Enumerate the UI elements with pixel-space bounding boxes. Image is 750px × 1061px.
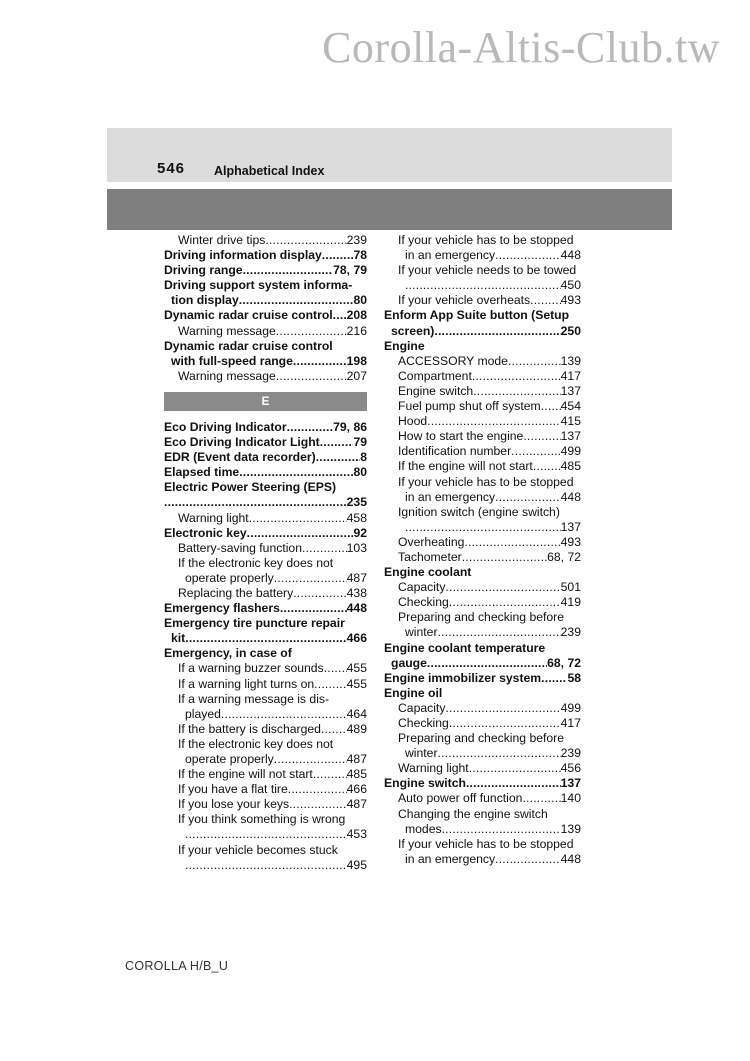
index-entry-page: 495 bbox=[346, 857, 367, 872]
index-entry-term: If your vehicle becomes stuck bbox=[178, 842, 338, 857]
dot-leader bbox=[541, 671, 567, 686]
dot-leader bbox=[313, 767, 347, 782]
index-entry-page: 68, 72 bbox=[547, 655, 581, 670]
index-entry-page: 485 bbox=[560, 459, 581, 474]
index-entry-page: 499 bbox=[560, 444, 581, 459]
index-entry bbox=[384, 293, 581, 308]
index-entry bbox=[384, 384, 581, 399]
dot-leader bbox=[449, 716, 561, 731]
index-entry-page: 438 bbox=[346, 585, 367, 600]
index-entry-term: If your vehicle needs to be towed bbox=[398, 263, 577, 278]
index-entry bbox=[164, 601, 367, 616]
index-entry-term: with full-speed range bbox=[171, 353, 293, 368]
index-entry bbox=[164, 420, 367, 435]
index-entry-page: 208 bbox=[346, 308, 367, 323]
index-entry-page: 448 bbox=[560, 851, 581, 866]
index-entry bbox=[384, 233, 581, 248]
index-entry bbox=[384, 339, 581, 354]
dot-leader bbox=[239, 465, 353, 480]
index-entry-page: 79, 86 bbox=[333, 419, 367, 434]
index-entry-term: Compartment bbox=[398, 368, 472, 383]
index-entry bbox=[384, 807, 581, 822]
dot-leader bbox=[445, 701, 560, 716]
dot-leader bbox=[541, 399, 561, 414]
dot-leader bbox=[274, 752, 347, 767]
index-group-e bbox=[164, 420, 367, 873]
dot-leader bbox=[324, 661, 347, 676]
index-entry-page: 417 bbox=[560, 716, 581, 730]
index-entry-term: Engine oil bbox=[384, 685, 443, 700]
index-entry bbox=[164, 616, 367, 631]
dot-leader bbox=[466, 776, 561, 791]
index-entry-page: 139 bbox=[560, 821, 581, 836]
index-entry bbox=[164, 293, 367, 308]
dot-leader bbox=[445, 580, 560, 595]
index-entry-page: 489 bbox=[346, 721, 367, 736]
dot-leader bbox=[221, 707, 347, 722]
index-entry-term: If the electronic key does not bbox=[178, 555, 334, 570]
index-entry bbox=[384, 278, 581, 293]
index-entry-term: Dynamic radar cruise control bbox=[164, 338, 333, 353]
index-entry-term: If you think something is wrong bbox=[178, 812, 346, 827]
index-entry-term: Warning light bbox=[398, 761, 469, 776]
index-entry bbox=[164, 465, 367, 480]
index-entry-term: Engine switch bbox=[398, 383, 474, 398]
index-entry bbox=[164, 571, 367, 586]
index-entry-term: If your vehicle has to be stopped bbox=[398, 836, 574, 851]
dot-leader bbox=[442, 822, 561, 837]
index-entry-term: winter bbox=[405, 746, 438, 761]
index-column-left bbox=[164, 233, 367, 873]
index-entry bbox=[384, 610, 581, 625]
dot-leader bbox=[320, 435, 354, 450]
index-entry-term: Checking bbox=[398, 595, 449, 610]
index-entry-page: 137 bbox=[560, 429, 581, 444]
index-entry-page: 466 bbox=[346, 782, 367, 797]
index-entry-term: Capacity bbox=[398, 580, 446, 595]
index-entry bbox=[164, 631, 367, 646]
index-entry bbox=[164, 858, 367, 873]
index-entry bbox=[384, 595, 581, 610]
index-entry bbox=[164, 827, 367, 842]
index-entry-page: 448 bbox=[560, 248, 581, 263]
index-entry-page: 103 bbox=[346, 540, 367, 555]
index-entry-page: 58 bbox=[567, 670, 581, 685]
dot-leader bbox=[464, 535, 560, 550]
index-entry bbox=[384, 414, 581, 429]
index-entry-term: Fuel pump shut off system bbox=[398, 399, 541, 414]
footer-model: COROLLA H/B_U bbox=[125, 959, 229, 973]
index-entry bbox=[384, 791, 581, 806]
index-entry-term: Warning message bbox=[178, 368, 276, 383]
index-entry-term: Eco Driving Indicator Light bbox=[164, 435, 320, 450]
index-entry-page: 493 bbox=[560, 293, 581, 308]
index-entry-term: If the engine will not start bbox=[398, 459, 533, 474]
index-entry-page: 235 bbox=[346, 495, 367, 510]
index-entry-term: Engine switch bbox=[384, 776, 466, 791]
index-entry-term: If the electronic key does not bbox=[178, 736, 334, 751]
dot-leader bbox=[287, 420, 334, 435]
index-entry-page: 485 bbox=[346, 767, 367, 782]
dot-leader bbox=[449, 595, 561, 610]
dot-leader bbox=[533, 459, 561, 474]
dot-leader bbox=[276, 324, 347, 339]
index-entry-term: in an emergency bbox=[405, 851, 496, 866]
index-entry-page: 78, 79 bbox=[333, 263, 367, 278]
index-entry-page: 80 bbox=[353, 293, 367, 308]
index-entry-term: Electronic key bbox=[164, 525, 247, 540]
section-title: Alphabetical Index bbox=[214, 164, 325, 178]
index-entry-term: Dynamic radar cruise control bbox=[164, 308, 333, 323]
dot-leader bbox=[495, 852, 561, 867]
index-entry-term: EDR (Event data recorder) bbox=[164, 450, 316, 465]
index-entry bbox=[164, 278, 367, 293]
index-entry-page: 448 bbox=[560, 489, 581, 504]
index-entry-page: 466 bbox=[346, 631, 367, 646]
index-entry bbox=[384, 837, 581, 852]
index-entry-term: Engine coolant bbox=[384, 565, 472, 580]
dot-leader bbox=[280, 601, 347, 616]
dot-leader bbox=[289, 797, 347, 812]
dot-leader bbox=[316, 450, 361, 465]
index-entry-page: 419 bbox=[560, 595, 581, 610]
dot-leader bbox=[405, 278, 561, 293]
dot-leader bbox=[164, 495, 347, 510]
index-entry-term: Emergency flashers bbox=[164, 601, 280, 616]
index-entry bbox=[384, 686, 581, 701]
index-entry bbox=[384, 641, 581, 656]
index-entry-page: 455 bbox=[346, 676, 367, 691]
dot-leader bbox=[314, 677, 346, 692]
index-entry-term: Preparing and checking before bbox=[398, 731, 564, 746]
dot-leader bbox=[530, 293, 561, 308]
index-entry-page: 487 bbox=[346, 797, 367, 812]
index-entry bbox=[164, 812, 367, 827]
index-entry-page: 448 bbox=[346, 601, 367, 616]
index-entry bbox=[384, 399, 581, 414]
index-entry-page: 80 bbox=[353, 465, 367, 480]
index-entry bbox=[164, 782, 367, 797]
index-entry-term: Hood bbox=[398, 414, 428, 429]
dot-leader bbox=[185, 827, 347, 842]
index-entry-page: 137 bbox=[560, 383, 581, 398]
dot-leader bbox=[508, 354, 561, 369]
dot-leader bbox=[265, 233, 346, 248]
index-entry-term: in an emergency bbox=[405, 489, 496, 504]
dot-leader bbox=[427, 414, 561, 429]
index-entry-page: 417 bbox=[560, 368, 581, 383]
index-entry-term: Checking bbox=[398, 716, 449, 730]
index-entry bbox=[384, 354, 581, 369]
index-entry bbox=[164, 797, 367, 812]
index-entry bbox=[384, 520, 581, 535]
dot-leader bbox=[276, 369, 347, 384]
index-entry-page: 79 bbox=[353, 435, 367, 450]
index-entry bbox=[164, 646, 367, 661]
index-entry-page: 250 bbox=[560, 323, 581, 338]
index-entry-term: If a warning buzzer sounds bbox=[178, 661, 324, 676]
index-entry-page: 139 bbox=[560, 353, 581, 368]
index-entry-page: 458 bbox=[346, 510, 367, 525]
index-entry-term: winter bbox=[405, 625, 438, 640]
dot-leader bbox=[511, 444, 561, 459]
dot-leader bbox=[243, 263, 334, 278]
index-entry-term: Driving range bbox=[164, 263, 243, 278]
index-entry bbox=[384, 263, 581, 278]
index-entry bbox=[164, 233, 367, 248]
dot-leader bbox=[274, 571, 347, 586]
index-entry bbox=[164, 354, 367, 369]
index-entry-term: How to start the engine bbox=[398, 429, 524, 444]
index-entry-page: 8 bbox=[360, 450, 367, 465]
index-entry-page: 454 bbox=[560, 399, 581, 414]
dot-leader bbox=[302, 541, 347, 556]
index-entry-term: Tachometer bbox=[398, 549, 462, 564]
index-entry-term: Auto power off function bbox=[398, 791, 523, 806]
index-entry-term: Warning light bbox=[178, 510, 249, 525]
index-entry-page: 140 bbox=[560, 791, 581, 806]
watermark: Corolla-Altis-Club.tw bbox=[322, 23, 720, 72]
index-entry bbox=[164, 767, 367, 782]
index-entry-term: Warning message bbox=[178, 323, 276, 338]
dot-leader bbox=[405, 520, 561, 535]
index-entry-term: If you have a flat tire bbox=[178, 782, 288, 797]
dot-leader bbox=[249, 511, 347, 526]
index-entry-term: If your vehicle has to be stopped bbox=[398, 474, 574, 489]
dot-leader bbox=[438, 625, 561, 640]
index-entry-term: Ignition switch (engine switch) bbox=[398, 504, 560, 519]
index-entry bbox=[384, 701, 581, 716]
index-entry bbox=[164, 677, 367, 692]
index-entry bbox=[164, 586, 367, 601]
index-entry bbox=[384, 444, 581, 459]
index-entry-term: Changing the engine switch bbox=[398, 806, 548, 821]
index-entry bbox=[384, 656, 581, 671]
dot-leader bbox=[247, 526, 354, 541]
index-entry bbox=[384, 761, 581, 776]
index-entry-term: in an emergency bbox=[405, 248, 496, 263]
index-entry bbox=[164, 339, 367, 354]
index-entry-term: Preparing and checking before bbox=[398, 610, 564, 625]
index-entry-term: Electric Power Steering (EPS) bbox=[164, 480, 337, 495]
index-entry-term: Enform App Suite button (Setup bbox=[384, 308, 570, 323]
index-entry-page: 453 bbox=[346, 827, 367, 842]
index-entry-term: If a warning message is dis- bbox=[178, 691, 330, 706]
index-entry bbox=[164, 526, 367, 541]
index-entry-page: 78 bbox=[353, 248, 367, 263]
index-entry bbox=[164, 369, 367, 384]
index-entry bbox=[164, 752, 367, 767]
index-entry-term: If a warning light turns on bbox=[178, 676, 315, 691]
index-entry-term: Eco Driving Indicator bbox=[164, 419, 287, 434]
index-entry-page: 415 bbox=[560, 414, 581, 429]
index-entry bbox=[164, 495, 367, 510]
index-entry bbox=[384, 490, 581, 505]
index-entry-term: modes bbox=[405, 821, 442, 836]
index-entry bbox=[384, 565, 581, 580]
index-entry bbox=[384, 822, 581, 837]
index-entry-term: Capacity bbox=[398, 700, 446, 715]
dot-leader bbox=[438, 746, 561, 761]
dot-leader bbox=[473, 384, 560, 399]
index-entry-term: Identification number bbox=[398, 444, 512, 459]
index-entry bbox=[164, 308, 367, 323]
index-entry bbox=[384, 776, 581, 791]
dot-leader bbox=[427, 656, 547, 671]
index-entry bbox=[384, 731, 581, 746]
index-entry bbox=[164, 556, 367, 571]
index-entry-term: Driving information display bbox=[164, 248, 322, 263]
page-header bbox=[107, 128, 672, 182]
index-entry-term: If your vehicle has to be stopped bbox=[398, 233, 574, 247]
index-entry bbox=[384, 248, 581, 263]
index-entry-page: 455 bbox=[346, 661, 367, 676]
index-entry bbox=[384, 550, 581, 565]
index-group-d bbox=[164, 233, 367, 384]
index-entry bbox=[164, 450, 367, 465]
index-entry-term: Driving support system informa- bbox=[164, 278, 353, 293]
index-entry-page: 239 bbox=[560, 746, 581, 761]
index-entry-term: operate properly bbox=[185, 570, 274, 585]
index-entry-page: 450 bbox=[560, 278, 581, 293]
index-entry-page: 493 bbox=[560, 534, 581, 549]
index-entry bbox=[164, 843, 367, 858]
index-entry bbox=[164, 435, 367, 450]
index-entry-term: kit bbox=[171, 631, 186, 646]
index-entry bbox=[384, 746, 581, 761]
dot-leader bbox=[321, 722, 347, 737]
index-entry bbox=[164, 324, 367, 339]
index-entry bbox=[164, 263, 367, 278]
index-entry-term: Engine immobilizer system bbox=[384, 670, 542, 685]
index-entry-term: Battery-saving function bbox=[178, 540, 302, 555]
index-entry bbox=[384, 459, 581, 474]
dot-leader bbox=[495, 490, 561, 505]
index-entry bbox=[164, 480, 367, 495]
index-entry bbox=[164, 661, 367, 676]
index-entry bbox=[384, 324, 581, 339]
index-entry bbox=[384, 671, 581, 686]
index-entry bbox=[384, 308, 581, 323]
dot-leader bbox=[469, 761, 561, 776]
dot-leader bbox=[495, 248, 561, 263]
index-entry bbox=[384, 475, 581, 490]
index-entry-page: 239 bbox=[560, 625, 581, 640]
index-entry bbox=[384, 429, 581, 444]
dot-leader bbox=[333, 308, 347, 323]
dot-leader bbox=[239, 293, 354, 308]
index-entry bbox=[384, 505, 581, 520]
index-entry-term: Overheating bbox=[398, 534, 465, 549]
index-entry-term: If the engine will not start bbox=[178, 767, 313, 782]
index-entry-term: Engine coolant temperature bbox=[384, 640, 546, 655]
index-entry bbox=[164, 722, 367, 737]
index-entry-page: 499 bbox=[560, 700, 581, 715]
index-entry bbox=[164, 248, 367, 263]
index-entry bbox=[164, 541, 367, 556]
index-entry-term: screen) bbox=[391, 323, 435, 338]
index-entry-page: 487 bbox=[346, 570, 367, 585]
page-number: 546 bbox=[157, 160, 186, 177]
index-entry-term: operate properly bbox=[185, 752, 274, 766]
dot-leader bbox=[462, 550, 547, 565]
index-entry bbox=[384, 580, 581, 595]
index-entry bbox=[164, 692, 367, 707]
dot-leader bbox=[288, 782, 347, 797]
dot-leader bbox=[434, 324, 560, 339]
index-entry-term: Elapsed time bbox=[164, 465, 240, 480]
index-entry-term: If the battery is discharged bbox=[178, 721, 321, 736]
index-entry bbox=[164, 737, 367, 752]
index-entry-page: 487 bbox=[346, 752, 367, 766]
index-entry bbox=[384, 535, 581, 550]
index-entry-term: ACCESSORY mode bbox=[398, 353, 508, 368]
index-entry-page: 137 bbox=[560, 776, 581, 791]
index-entry-page: 239 bbox=[346, 233, 367, 247]
index-entry-page: 216 bbox=[346, 323, 367, 338]
index-entry-term: Emergency, in case of bbox=[164, 646, 292, 661]
index-entry bbox=[384, 625, 581, 640]
dot-leader bbox=[322, 248, 354, 263]
index-entry-page: 68, 72 bbox=[547, 549, 581, 564]
index-entry-page: 137 bbox=[560, 519, 581, 534]
index-entry bbox=[384, 852, 581, 867]
dot-leader bbox=[522, 791, 560, 806]
letter-heading-e: E bbox=[164, 392, 367, 411]
dot-leader bbox=[523, 429, 560, 444]
dot-leader bbox=[185, 631, 346, 646]
index-entry-page: 198 bbox=[346, 353, 367, 368]
index-entry-term: Engine bbox=[384, 338, 425, 353]
index-entry-page: 501 bbox=[560, 580, 581, 595]
index-group-e-continued bbox=[384, 233, 581, 867]
dot-leader bbox=[472, 369, 561, 384]
index-entry-term: played bbox=[185, 706, 221, 721]
index-entry bbox=[164, 707, 367, 722]
index-entry-page: 464 bbox=[346, 706, 367, 721]
index-entry-term: tion display bbox=[171, 293, 239, 308]
index-entry-page: 456 bbox=[560, 761, 581, 776]
index-entry-term: Replacing the battery bbox=[178, 585, 294, 600]
index-entry bbox=[384, 369, 581, 384]
index-entry-term: gauge bbox=[391, 655, 427, 670]
index-entry-term: Winter drive tips bbox=[178, 233, 266, 247]
index-column-right bbox=[384, 233, 581, 867]
index-entry-page: 207 bbox=[346, 368, 367, 383]
index-entry bbox=[384, 716, 581, 731]
header-bar bbox=[107, 189, 672, 230]
index-entry-term: If you lose your keys bbox=[178, 797, 290, 812]
dot-leader bbox=[185, 858, 347, 873]
dot-leader bbox=[293, 586, 346, 601]
index-entry-term: If your vehicle overheats bbox=[398, 293, 531, 308]
dot-leader bbox=[293, 354, 347, 369]
index-entry-term: Emergency tire puncture repair bbox=[164, 616, 345, 631]
index-entry bbox=[164, 511, 367, 526]
index-entry-page: 92 bbox=[353, 525, 367, 540]
